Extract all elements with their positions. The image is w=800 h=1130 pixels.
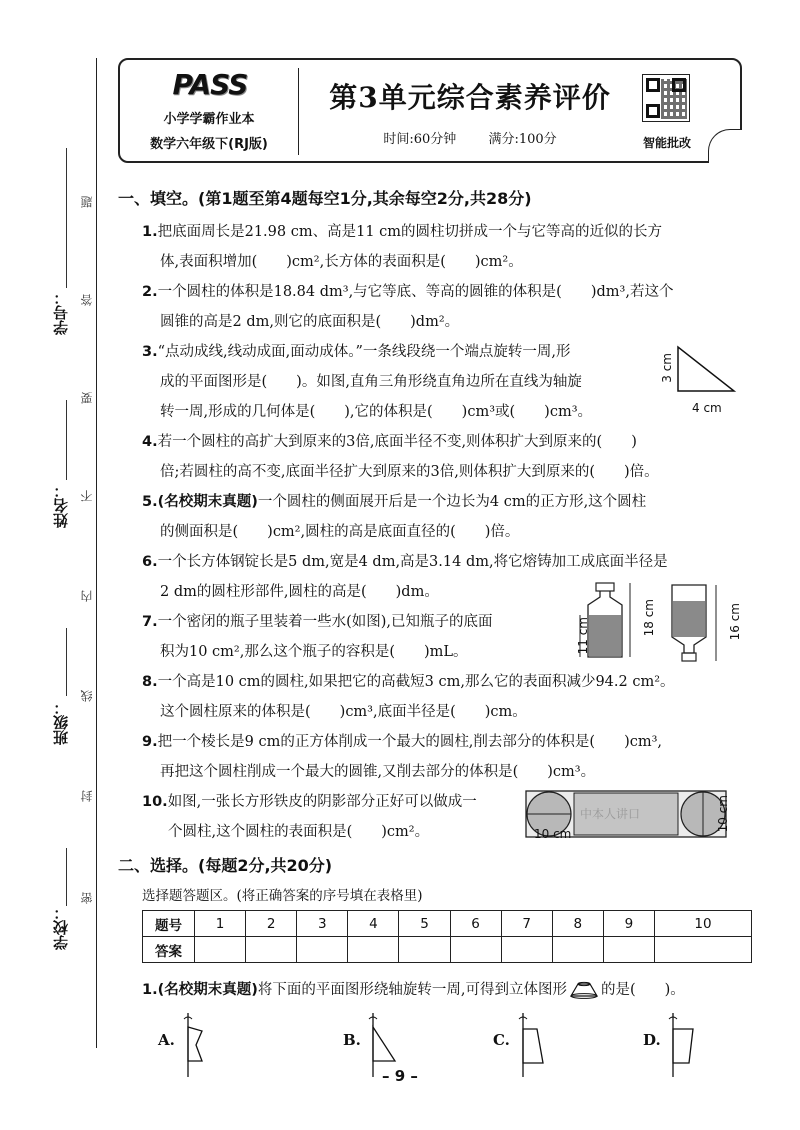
question-text: 若一个圆柱的高扩大到原来的3倍,底面半径不变,则体积扩大到原来的( ) xyxy=(157,434,637,450)
question-text: 的侧面积是( )cm²,圆柱的高是底面直径的( )倍。 xyxy=(160,524,520,540)
smart-grading-label: 智能批改 xyxy=(642,136,691,150)
name-label: 姓名： xyxy=(52,483,70,528)
answer-cell[interactable] xyxy=(195,937,246,963)
bottle-height-label: 18 cm xyxy=(642,599,656,637)
section-fill-blank-title: 一、填空。(第1题至第4题每空1分,其余每空2分,共28分) xyxy=(118,189,532,208)
source-tag: (名校期末真题) xyxy=(157,494,258,510)
question-number: 1. xyxy=(142,982,158,998)
question-text: 转一周,形成的几何体是( ),它的体积是( )cm³或( )cm³。 xyxy=(160,404,593,420)
question-number: 9. xyxy=(142,734,158,750)
question-number: 10. xyxy=(142,794,168,810)
pass-logo: PASS xyxy=(172,68,248,101)
table-cell: 1 xyxy=(195,911,246,937)
school-label: 学校： xyxy=(52,905,70,950)
triangle-base-label: 4 cm xyxy=(692,401,722,415)
watermark-stamp: 中本人讲口 xyxy=(580,807,641,821)
question-text: 一个密闭的瓶子里装着一些水(如图),已知瓶子的底面 xyxy=(157,614,493,630)
seal-word: 内 xyxy=(80,590,94,602)
row-header-answer: 答案 xyxy=(143,937,195,963)
left-diameter-label: 10 cm xyxy=(534,827,572,841)
seal-word: 不 xyxy=(80,490,94,502)
option-label: D. xyxy=(643,1031,661,1049)
answer-area-caption: 选择题答题区。(将正确答案的序号填在表格里) xyxy=(142,888,423,904)
section-choice-title: 二、选择。(每题2分,共20分) xyxy=(118,856,333,875)
frustum-icon xyxy=(569,981,599,999)
question-text: 一个长方体钢锭长是5 dm,宽是4 dm,高是3.14 dm,将它熔铸加工成底面半径是 xyxy=(157,554,668,570)
question-number: 6. xyxy=(142,554,158,570)
question-text: 这个圆柱原来的体积是( )cm³,底面半径是( )cm。 xyxy=(160,704,527,720)
student-id-label: 学号： xyxy=(52,290,70,335)
answer-cell[interactable] xyxy=(450,937,501,963)
table-cell: 9 xyxy=(603,911,654,937)
answer-cell[interactable] xyxy=(399,937,450,963)
question-text: 一个圆柱的体积是18.84 dm³,与它等底、等高的圆锥的体积是( )dm³,若这个 xyxy=(157,284,674,300)
question-5 xyxy=(118,487,768,547)
bottle-cap-inverted xyxy=(682,653,696,661)
page-curl xyxy=(708,129,742,163)
answer-cell[interactable] xyxy=(246,937,297,963)
seal-word: 密 xyxy=(80,892,94,904)
question-10 xyxy=(118,787,768,847)
question-number: 2. xyxy=(142,284,158,300)
seal-word: 封 xyxy=(80,790,94,802)
answer-table xyxy=(142,910,752,963)
question-number: 3. xyxy=(142,344,158,360)
answer-cell[interactable] xyxy=(297,937,348,963)
question-text: 积为10 cm²,那么这个瓶子的容积是( )mL。 xyxy=(160,644,468,660)
school-blank[interactable] xyxy=(66,848,67,906)
question-text: 如图,一张长方形铁皮的阴影部分正好可以做成一 xyxy=(167,794,477,810)
class-blank[interactable] xyxy=(66,628,67,696)
question-text: “点动成线,线动成面,面动成体。”一条线段绕一个端点旋转一周,形 xyxy=(157,344,571,360)
qr-finder xyxy=(646,104,660,118)
table-cell: 5 xyxy=(399,911,450,937)
question-9 xyxy=(118,727,768,787)
question-number: 4. xyxy=(142,434,158,450)
option-label: C. xyxy=(493,1031,510,1049)
right-diameter-label: 10 cm xyxy=(716,795,730,833)
row-header-number: 题号 xyxy=(143,911,195,937)
table-row xyxy=(143,911,752,937)
option-label: B. xyxy=(343,1031,361,1049)
table-cell: 10 xyxy=(654,911,751,937)
bottle-cap xyxy=(596,583,614,591)
answer-cell[interactable] xyxy=(501,937,552,963)
inverted-height-label: 16 cm xyxy=(728,603,742,641)
exam-meta xyxy=(310,128,630,147)
seal-word: 答 xyxy=(80,294,94,306)
qr-finder xyxy=(646,78,660,92)
question-text: 2 dm的圆柱形部件,圆柱的高是( )dm。 xyxy=(160,584,439,600)
question-number: 1. xyxy=(142,224,158,240)
option-label: A. xyxy=(158,1031,175,1049)
question-text: 再把这个圆柱削成一个最大的圆锥,又削去部分的体积是( )cm³。 xyxy=(160,764,596,780)
question-number: 7. xyxy=(142,614,158,630)
grade-label: 数学六年级下(RJ版) xyxy=(150,137,268,152)
binding-margin xyxy=(0,0,110,1130)
answer-cell[interactable] xyxy=(348,937,399,963)
full-score: 满分:100分 xyxy=(488,132,557,147)
water-height-label: 11 cm xyxy=(576,617,590,655)
brand-name: 小学学霸作业本 xyxy=(163,112,255,127)
qr-code-icon[interactable] xyxy=(642,74,690,122)
table-cell: 8 xyxy=(552,911,603,937)
question-text: 体,表面积增加( )cm²,长方体的表面积是( )cm²。 xyxy=(160,254,523,270)
answer-cell[interactable] xyxy=(603,937,654,963)
question-number: 5. xyxy=(142,494,158,510)
name-blank[interactable] xyxy=(66,400,67,480)
page-title: 第3单元综合素养评价 xyxy=(329,81,611,114)
header-box xyxy=(118,58,742,163)
table-cell: 7 xyxy=(501,911,552,937)
water-inverted xyxy=(673,601,705,637)
class-label: 班级： xyxy=(52,700,70,745)
table-cell: 3 xyxy=(297,911,348,937)
triangle-shape xyxy=(678,347,734,391)
question-text: 一个圆柱的侧面展开后是一个边长为4 cm的正方形,这个圆柱 xyxy=(257,494,647,510)
seal-word: 线 xyxy=(80,690,94,702)
student-id-blank[interactable] xyxy=(66,148,67,288)
question-text: 的是( )。 xyxy=(600,982,685,998)
exam-content xyxy=(118,186,768,1081)
binding-line xyxy=(96,58,97,1048)
question-text: 把底面周长是21.98 cm、高是11 cm的圆柱切拼成一个与它等高的近似的长方 xyxy=(157,224,663,240)
question-2 xyxy=(118,277,768,337)
question-3 xyxy=(118,337,768,427)
source-tag: (名校期末真题) xyxy=(157,982,258,998)
seal-word: 要 xyxy=(80,392,94,404)
question-text: 圆锥的高是2 dm,则它的底面积是( )dm²。 xyxy=(160,314,460,330)
qr-pattern xyxy=(661,79,687,119)
table-cell: 6 xyxy=(450,911,501,937)
table-cell: 4 xyxy=(348,911,399,937)
question-text: 成的平面图形是( )。如图,直角三角形绕直角边所在直线为轴旋 xyxy=(160,374,582,390)
choice-question-1 xyxy=(118,975,768,1005)
question-text: 一个高是10 cm的圆柱,如果把它的高截短3 cm,那么它的表面积减少94.2 cm²。 xyxy=(157,674,675,690)
question-text: 倍;若圆柱的高不变,底面半径扩大到原来的3倍,则体积扩大到原来的( )倍。 xyxy=(160,464,659,480)
table-cell: 2 xyxy=(246,911,297,937)
table-row xyxy=(143,937,752,963)
header-divider xyxy=(298,68,299,155)
seal-word: 题 xyxy=(80,196,94,208)
question-text: 将下面的平面图形绕轴旋转一周,可得到立体图形 xyxy=(257,982,567,998)
question-4 xyxy=(118,427,768,487)
question-7 xyxy=(118,599,768,667)
question-1 xyxy=(118,217,768,277)
time-limit: 时间:60分钟 xyxy=(383,132,457,147)
question-number: 8. xyxy=(142,674,158,690)
page-number: – 9 – xyxy=(382,1067,418,1085)
triangle-height-label: 3 cm xyxy=(660,353,674,383)
answer-cell[interactable] xyxy=(552,937,603,963)
question-text: 把一个棱长是9 cm的正方体削成一个最大的圆柱,削去部分的体积是( )cm³, xyxy=(157,734,663,750)
question-text: 个圆柱,这个圆柱的表面积是( )cm²。 xyxy=(168,824,430,840)
question-8 xyxy=(118,667,768,727)
answer-cell[interactable] xyxy=(654,937,751,963)
